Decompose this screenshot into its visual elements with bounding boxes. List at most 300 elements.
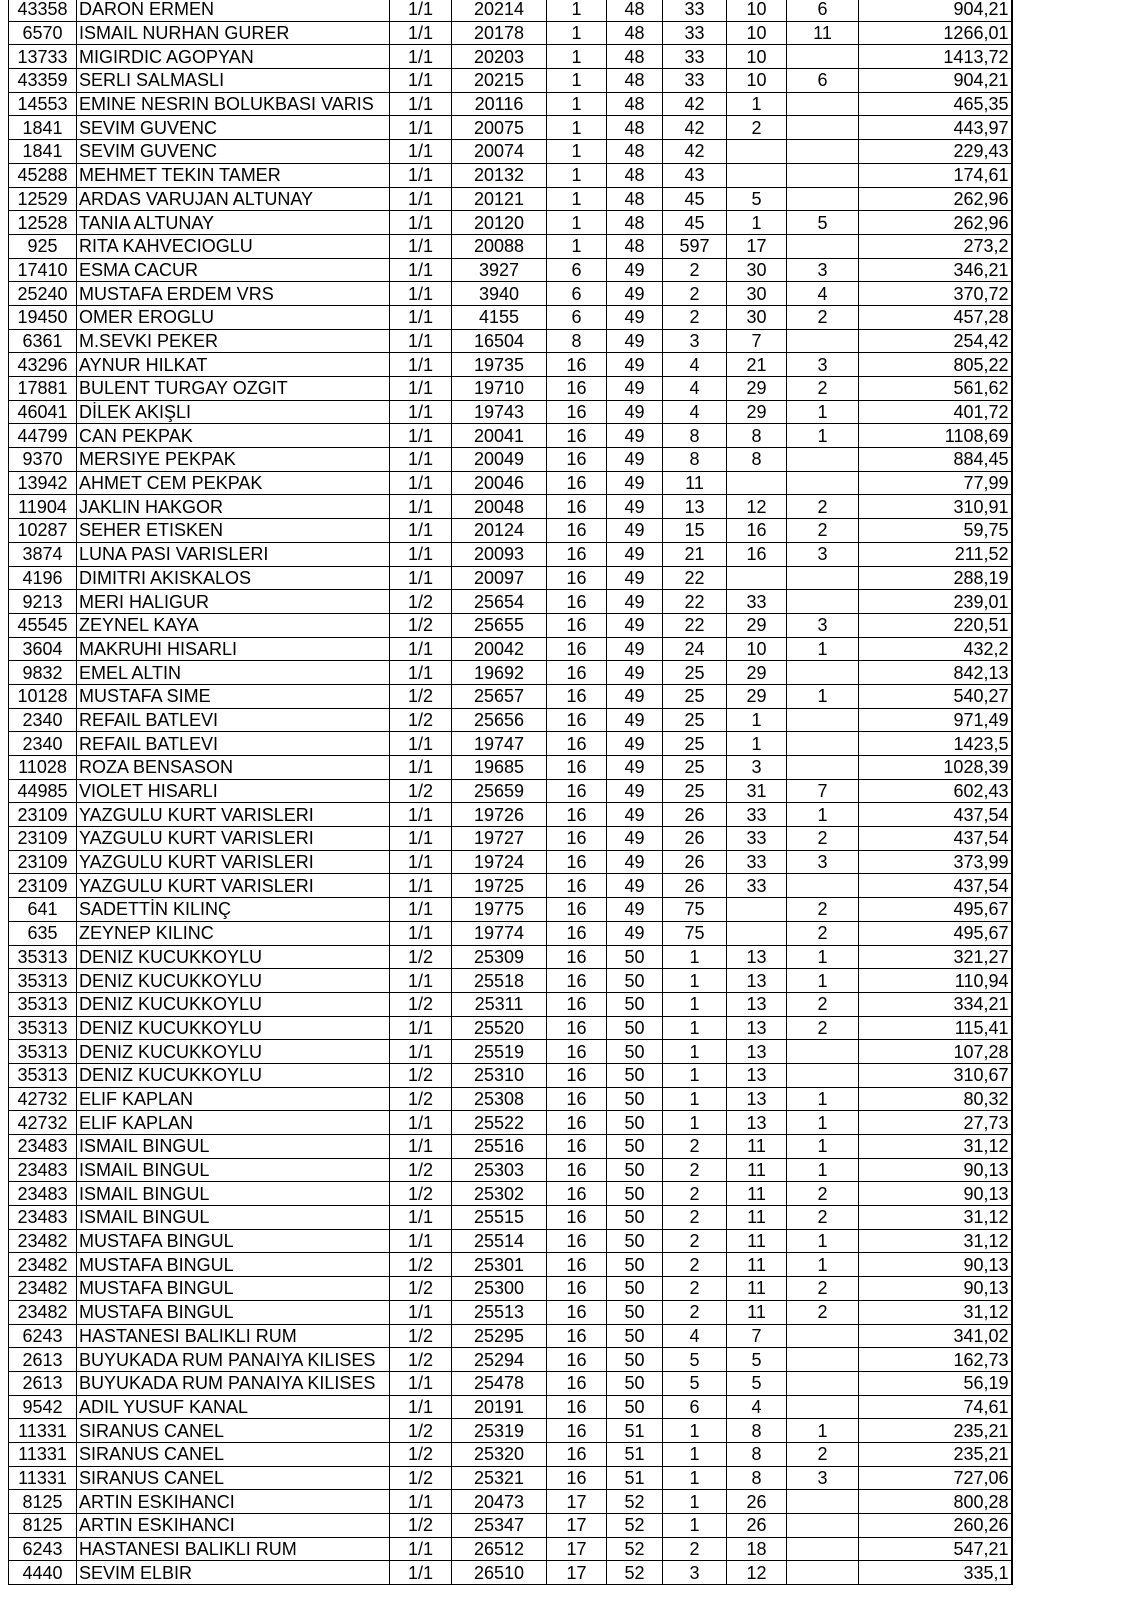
amount-cell: 373,99: [859, 850, 1012, 874]
no-cell: 25310: [452, 1063, 547, 1087]
table-row: [9, 542, 1012, 566]
no-cell: 26512: [452, 1537, 547, 1561]
c-cell: 45: [663, 187, 727, 211]
c-cell: 22: [663, 613, 727, 637]
a-cell: 16: [547, 992, 607, 1016]
record-table: [8, 0, 1013, 1585]
c-cell: 2: [663, 258, 727, 282]
e-cell: 2: [787, 1182, 859, 1206]
b-cell: 48: [607, 140, 663, 164]
e-cell: [787, 329, 859, 353]
id-cell: 11331: [9, 1419, 77, 1443]
e-cell: [787, 590, 859, 614]
b-cell: 50: [607, 1063, 663, 1087]
e-cell: 11: [787, 21, 859, 45]
no-cell: 25320: [452, 1442, 547, 1466]
e-cell: 1: [787, 637, 859, 661]
amount-cell: 443,97: [859, 116, 1012, 140]
table-row: [9, 282, 1012, 306]
share-cell: 1/1: [390, 1135, 452, 1159]
amount-cell: 77,99: [859, 471, 1012, 495]
no-cell: 20046: [452, 471, 547, 495]
id-cell: 23483: [9, 1158, 77, 1182]
a-cell: 16: [547, 874, 607, 898]
table-row: [9, 1182, 1012, 1206]
share-cell: 1/1: [390, 234, 452, 258]
no-cell: 19735: [452, 353, 547, 377]
d-cell: 5: [727, 187, 787, 211]
no-cell: 20075: [452, 116, 547, 140]
b-cell: 48: [607, 187, 663, 211]
c-cell: 3: [663, 329, 727, 353]
b-cell: 48: [607, 163, 663, 187]
b-cell: 49: [607, 495, 663, 519]
amount-cell: 437,54: [859, 803, 1012, 827]
e-cell: [787, 708, 859, 732]
id-cell: 10287: [9, 519, 77, 543]
e-cell: 2: [787, 377, 859, 401]
amount-cell: 90,13: [859, 1182, 1012, 1206]
b-cell: 49: [607, 803, 663, 827]
e-cell: 4: [787, 282, 859, 306]
amount-cell: 239,01: [859, 590, 1012, 614]
share-cell: 1/1: [390, 874, 452, 898]
e-cell: 2: [787, 305, 859, 329]
b-cell: 49: [607, 661, 663, 685]
share-cell: 1/2: [390, 1514, 452, 1538]
c-cell: 1: [663, 1111, 727, 1135]
b-cell: 49: [607, 424, 663, 448]
a-cell: 16: [547, 708, 607, 732]
no-cell: 25516: [452, 1135, 547, 1159]
e-cell: [787, 566, 859, 590]
d-cell: 13: [727, 992, 787, 1016]
id-cell: 11331: [9, 1466, 77, 1490]
amount-cell: 27,73: [859, 1111, 1012, 1135]
a-cell: 16: [547, 353, 607, 377]
e-cell: [787, 187, 859, 211]
name-cell: MUSTAFA BINGUL: [77, 1229, 390, 1253]
a-cell: 16: [547, 756, 607, 780]
id-cell: 13942: [9, 471, 77, 495]
a-cell: 16: [547, 566, 607, 590]
c-cell: 13: [663, 495, 727, 519]
c-cell: 26: [663, 827, 727, 851]
e-cell: [787, 116, 859, 140]
b-cell: 49: [607, 471, 663, 495]
b-cell: 49: [607, 756, 663, 780]
a-cell: 16: [547, 1253, 607, 1277]
table-row: [9, 258, 1012, 282]
a-cell: 16: [547, 1395, 607, 1419]
no-cell: 25515: [452, 1206, 547, 1230]
name-cell: ESMA CACUR: [77, 258, 390, 282]
share-cell: 1/1: [390, 921, 452, 945]
id-cell: 23482: [9, 1229, 77, 1253]
a-cell: 1: [547, 0, 607, 21]
no-cell: 25656: [452, 708, 547, 732]
a-cell: 16: [547, 1111, 607, 1135]
table-row: [9, 1442, 1012, 1466]
c-cell: 24: [663, 637, 727, 661]
a-cell: 17: [547, 1514, 607, 1538]
d-cell: 31: [727, 779, 787, 803]
amount-cell: 310,91: [859, 495, 1012, 519]
table-row: [9, 803, 1012, 827]
share-cell: 1/2: [390, 613, 452, 637]
d-cell: 13: [727, 1087, 787, 1111]
share-cell: 1/1: [390, 400, 452, 424]
e-cell: 6: [787, 0, 859, 21]
d-cell: 5: [727, 1371, 787, 1395]
share-cell: 1/2: [390, 1348, 452, 1372]
table-row: [9, 684, 1012, 708]
id-cell: 4440: [9, 1561, 77, 1585]
d-cell: 4: [727, 1395, 787, 1419]
b-cell: 50: [607, 1253, 663, 1277]
b-cell: 49: [607, 874, 663, 898]
table-row: [9, 92, 1012, 116]
amount-cell: 1413,72: [859, 45, 1012, 69]
share-cell: 1/1: [390, 850, 452, 874]
id-cell: 23109: [9, 874, 77, 898]
no-cell: 25311: [452, 992, 547, 1016]
share-cell: 1/1: [390, 566, 452, 590]
name-cell: MEHMET TEKIN TAMER: [77, 163, 390, 187]
id-cell: 35313: [9, 969, 77, 993]
amount-cell: 971,49: [859, 708, 1012, 732]
no-cell: 19710: [452, 377, 547, 401]
amount-cell: 211,52: [859, 542, 1012, 566]
d-cell: 29: [727, 377, 787, 401]
amount-cell: 90,13: [859, 1253, 1012, 1277]
e-cell: [787, 1537, 859, 1561]
id-cell: 46041: [9, 400, 77, 424]
e-cell: [787, 1490, 859, 1514]
d-cell: 1: [727, 211, 787, 235]
no-cell: 20214: [452, 0, 547, 21]
name-cell: ZEYNEL KAYA: [77, 613, 390, 637]
table-row: [9, 1135, 1012, 1159]
d-cell: 11: [727, 1158, 787, 1182]
no-cell: 25519: [452, 1040, 547, 1064]
b-cell: 48: [607, 234, 663, 258]
e-cell: 3: [787, 613, 859, 637]
share-cell: 1/2: [390, 590, 452, 614]
share-cell: 1/1: [390, 305, 452, 329]
a-cell: 16: [547, 921, 607, 945]
a-cell: 17: [547, 1561, 607, 1585]
b-cell: 52: [607, 1537, 663, 1561]
share-cell: 1/1: [390, 0, 452, 21]
id-cell: 14553: [9, 92, 77, 116]
amount-cell: 842,13: [859, 661, 1012, 685]
id-cell: 42732: [9, 1111, 77, 1135]
id-cell: 45288: [9, 163, 77, 187]
amount-cell: 229,43: [859, 140, 1012, 164]
id-cell: 23482: [9, 1253, 77, 1277]
a-cell: 16: [547, 471, 607, 495]
share-cell: 1/2: [390, 1087, 452, 1111]
a-cell: 16: [547, 684, 607, 708]
share-cell: 1/1: [390, 1561, 452, 1585]
name-cell: SIRANUS CANEL: [77, 1466, 390, 1490]
b-cell: 50: [607, 1229, 663, 1253]
share-cell: 1/2: [390, 1253, 452, 1277]
name-cell: DENIZ KUCUKKOYLU: [77, 992, 390, 1016]
name-cell: LUNA PASI VARISLERI: [77, 542, 390, 566]
no-cell: 25308: [452, 1087, 547, 1111]
table-row: [9, 519, 1012, 543]
amount-cell: 495,67: [859, 898, 1012, 922]
b-cell: 50: [607, 1016, 663, 1040]
e-cell: 1: [787, 1229, 859, 1253]
amount-cell: 56,19: [859, 1371, 1012, 1395]
b-cell: 50: [607, 969, 663, 993]
amount-cell: 437,54: [859, 827, 1012, 851]
d-cell: 8: [727, 1419, 787, 1443]
e-cell: 3: [787, 1466, 859, 1490]
share-cell: 1/1: [390, 898, 452, 922]
id-cell: 23482: [9, 1277, 77, 1301]
d-cell: 16: [727, 519, 787, 543]
e-cell: [787, 92, 859, 116]
table-row: [9, 850, 1012, 874]
d-cell: 26: [727, 1514, 787, 1538]
name-cell: BUYUKADA RUM PANAIYA KILISES: [77, 1348, 390, 1372]
e-cell: 1: [787, 1087, 859, 1111]
amount-cell: 288,19: [859, 566, 1012, 590]
table-row: [9, 898, 1012, 922]
c-cell: 6: [663, 1395, 727, 1419]
table-row: [9, 1395, 1012, 1419]
table-row: [9, 1229, 1012, 1253]
table-row: [9, 708, 1012, 732]
id-cell: 11331: [9, 1442, 77, 1466]
d-cell: 33: [727, 590, 787, 614]
name-cell: MUSTAFA BINGUL: [77, 1253, 390, 1277]
d-cell: 29: [727, 613, 787, 637]
b-cell: 52: [607, 1490, 663, 1514]
id-cell: 11028: [9, 756, 77, 780]
id-cell: 12528: [9, 211, 77, 235]
d-cell: 10: [727, 637, 787, 661]
id-cell: 43358: [9, 0, 77, 21]
table-row: [9, 992, 1012, 1016]
share-cell: 1/1: [390, 661, 452, 685]
no-cell: 25302: [452, 1182, 547, 1206]
amount-cell: 800,28: [859, 1490, 1012, 1514]
b-cell: 49: [607, 377, 663, 401]
c-cell: 2: [663, 1277, 727, 1301]
name-cell: AYNUR HILKAT: [77, 353, 390, 377]
no-cell: 25478: [452, 1371, 547, 1395]
table-row: [9, 1419, 1012, 1443]
name-cell: MUSTAFA ERDEM VRS: [77, 282, 390, 306]
a-cell: 16: [547, 637, 607, 661]
name-cell: OMER EROGLU: [77, 305, 390, 329]
id-cell: 17881: [9, 377, 77, 401]
d-cell: 30: [727, 258, 787, 282]
name-cell: BULENT TURGAY OZGIT: [77, 377, 390, 401]
c-cell: 43: [663, 163, 727, 187]
table-row: [9, 21, 1012, 45]
c-cell: 2: [663, 1158, 727, 1182]
name-cell: DARON ERMEN: [77, 0, 390, 21]
c-cell: 2: [663, 1206, 727, 1230]
c-cell: 8: [663, 448, 727, 472]
id-cell: 635: [9, 921, 77, 945]
name-cell: DİLEK AKIŞLI: [77, 400, 390, 424]
a-cell: 1: [547, 21, 607, 45]
c-cell: 1: [663, 1442, 727, 1466]
a-cell: 16: [547, 898, 607, 922]
b-cell: 48: [607, 211, 663, 235]
table-row: [9, 732, 1012, 756]
amount-cell: 254,42: [859, 329, 1012, 353]
a-cell: 16: [547, 1300, 607, 1324]
amount-cell: 370,72: [859, 282, 1012, 306]
e-cell: [787, 163, 859, 187]
b-cell: 49: [607, 898, 663, 922]
share-cell: 1/1: [390, 827, 452, 851]
table-row: [9, 329, 1012, 353]
table-row: [9, 140, 1012, 164]
name-cell: M.SEVKI PEKER: [77, 329, 390, 353]
table-row: [9, 211, 1012, 235]
c-cell: 5: [663, 1371, 727, 1395]
amount-cell: 31,12: [859, 1135, 1012, 1159]
no-cell: 19747: [452, 732, 547, 756]
c-cell: 2: [663, 282, 727, 306]
b-cell: 50: [607, 945, 663, 969]
amount-cell: 465,35: [859, 92, 1012, 116]
table-row: [9, 377, 1012, 401]
b-cell: 50: [607, 1135, 663, 1159]
e-cell: 5: [787, 211, 859, 235]
name-cell: MIGIRDIC AGOPYAN: [77, 45, 390, 69]
amount-cell: 1423,5: [859, 732, 1012, 756]
share-cell: 1/1: [390, 471, 452, 495]
e-cell: 1: [787, 1158, 859, 1182]
a-cell: 6: [547, 282, 607, 306]
a-cell: 8: [547, 329, 607, 353]
name-cell: ZEYNEP KILINC: [77, 921, 390, 945]
name-cell: DENIZ KUCUKKOYLU: [77, 969, 390, 993]
d-cell: 11: [727, 1300, 787, 1324]
c-cell: 2: [663, 1182, 727, 1206]
name-cell: VIOLET HISARLI: [77, 779, 390, 803]
no-cell: 19725: [452, 874, 547, 898]
d-cell: 10: [727, 45, 787, 69]
share-cell: 1/2: [390, 684, 452, 708]
share-cell: 1/1: [390, 258, 452, 282]
c-cell: 1: [663, 969, 727, 993]
no-cell: 19724: [452, 850, 547, 874]
share-cell: 1/1: [390, 1490, 452, 1514]
a-cell: 17: [547, 1490, 607, 1514]
no-cell: 25321: [452, 1466, 547, 1490]
c-cell: 25: [663, 779, 727, 803]
d-cell: 1: [727, 92, 787, 116]
d-cell: 13: [727, 1111, 787, 1135]
id-cell: 25240: [9, 282, 77, 306]
table-row: [9, 1537, 1012, 1561]
id-cell: 35313: [9, 1016, 77, 1040]
amount-cell: 31,12: [859, 1206, 1012, 1230]
amount-cell: 107,28: [859, 1040, 1012, 1064]
name-cell: YAZGULU KURT VARISLERI: [77, 874, 390, 898]
b-cell: 49: [607, 708, 663, 732]
a-cell: 16: [547, 969, 607, 993]
table-row: [9, 1490, 1012, 1514]
name-cell: RITA KAHVECIOGLU: [77, 234, 390, 258]
id-cell: 6361: [9, 329, 77, 353]
d-cell: 30: [727, 282, 787, 306]
id-cell: 641: [9, 898, 77, 922]
c-cell: 2: [663, 1135, 727, 1159]
e-cell: 2: [787, 898, 859, 922]
no-cell: 25654: [452, 590, 547, 614]
e-cell: 3: [787, 850, 859, 874]
share-cell: 1/1: [390, 1300, 452, 1324]
a-cell: 1: [547, 45, 607, 69]
id-cell: 4196: [9, 566, 77, 590]
b-cell: 48: [607, 21, 663, 45]
amount-cell: 341,02: [859, 1324, 1012, 1348]
amount-cell: 220,51: [859, 613, 1012, 637]
d-cell: 1: [727, 708, 787, 732]
e-cell: 2: [787, 1442, 859, 1466]
share-cell: 1/1: [390, 1229, 452, 1253]
e-cell: [787, 140, 859, 164]
c-cell: 25: [663, 732, 727, 756]
b-cell: 51: [607, 1419, 663, 1443]
d-cell: 18: [727, 1537, 787, 1561]
name-cell: EMEL ALTIN: [77, 661, 390, 685]
id-cell: 19450: [9, 305, 77, 329]
c-cell: 22: [663, 590, 727, 614]
d-cell: 2: [727, 116, 787, 140]
id-cell: 6570: [9, 21, 77, 45]
e-cell: 1: [787, 1135, 859, 1159]
name-cell: AHMET CEM PEKPAK: [77, 471, 390, 495]
e-cell: [787, 756, 859, 780]
name-cell: JAKLIN HAKGOR: [77, 495, 390, 519]
e-cell: 3: [787, 353, 859, 377]
c-cell: 4: [663, 1324, 727, 1348]
c-cell: 3: [663, 1561, 727, 1585]
b-cell: 49: [607, 258, 663, 282]
c-cell: 75: [663, 921, 727, 945]
table-row: [9, 566, 1012, 590]
amount-cell: 457,28: [859, 305, 1012, 329]
amount-cell: 90,13: [859, 1277, 1012, 1301]
c-cell: 2: [663, 1253, 727, 1277]
amount-cell: 884,45: [859, 448, 1012, 472]
share-cell: 1/2: [390, 1182, 452, 1206]
no-cell: 20121: [452, 187, 547, 211]
c-cell: 26: [663, 874, 727, 898]
b-cell: 49: [607, 637, 663, 661]
name-cell: BUYUKADA RUM PANAIYA KILISES: [77, 1371, 390, 1395]
d-cell: 13: [727, 1016, 787, 1040]
b-cell: 48: [607, 92, 663, 116]
no-cell: 25514: [452, 1229, 547, 1253]
no-cell: 25513: [452, 1300, 547, 1324]
no-cell: 20074: [452, 140, 547, 164]
a-cell: 16: [547, 1063, 607, 1087]
